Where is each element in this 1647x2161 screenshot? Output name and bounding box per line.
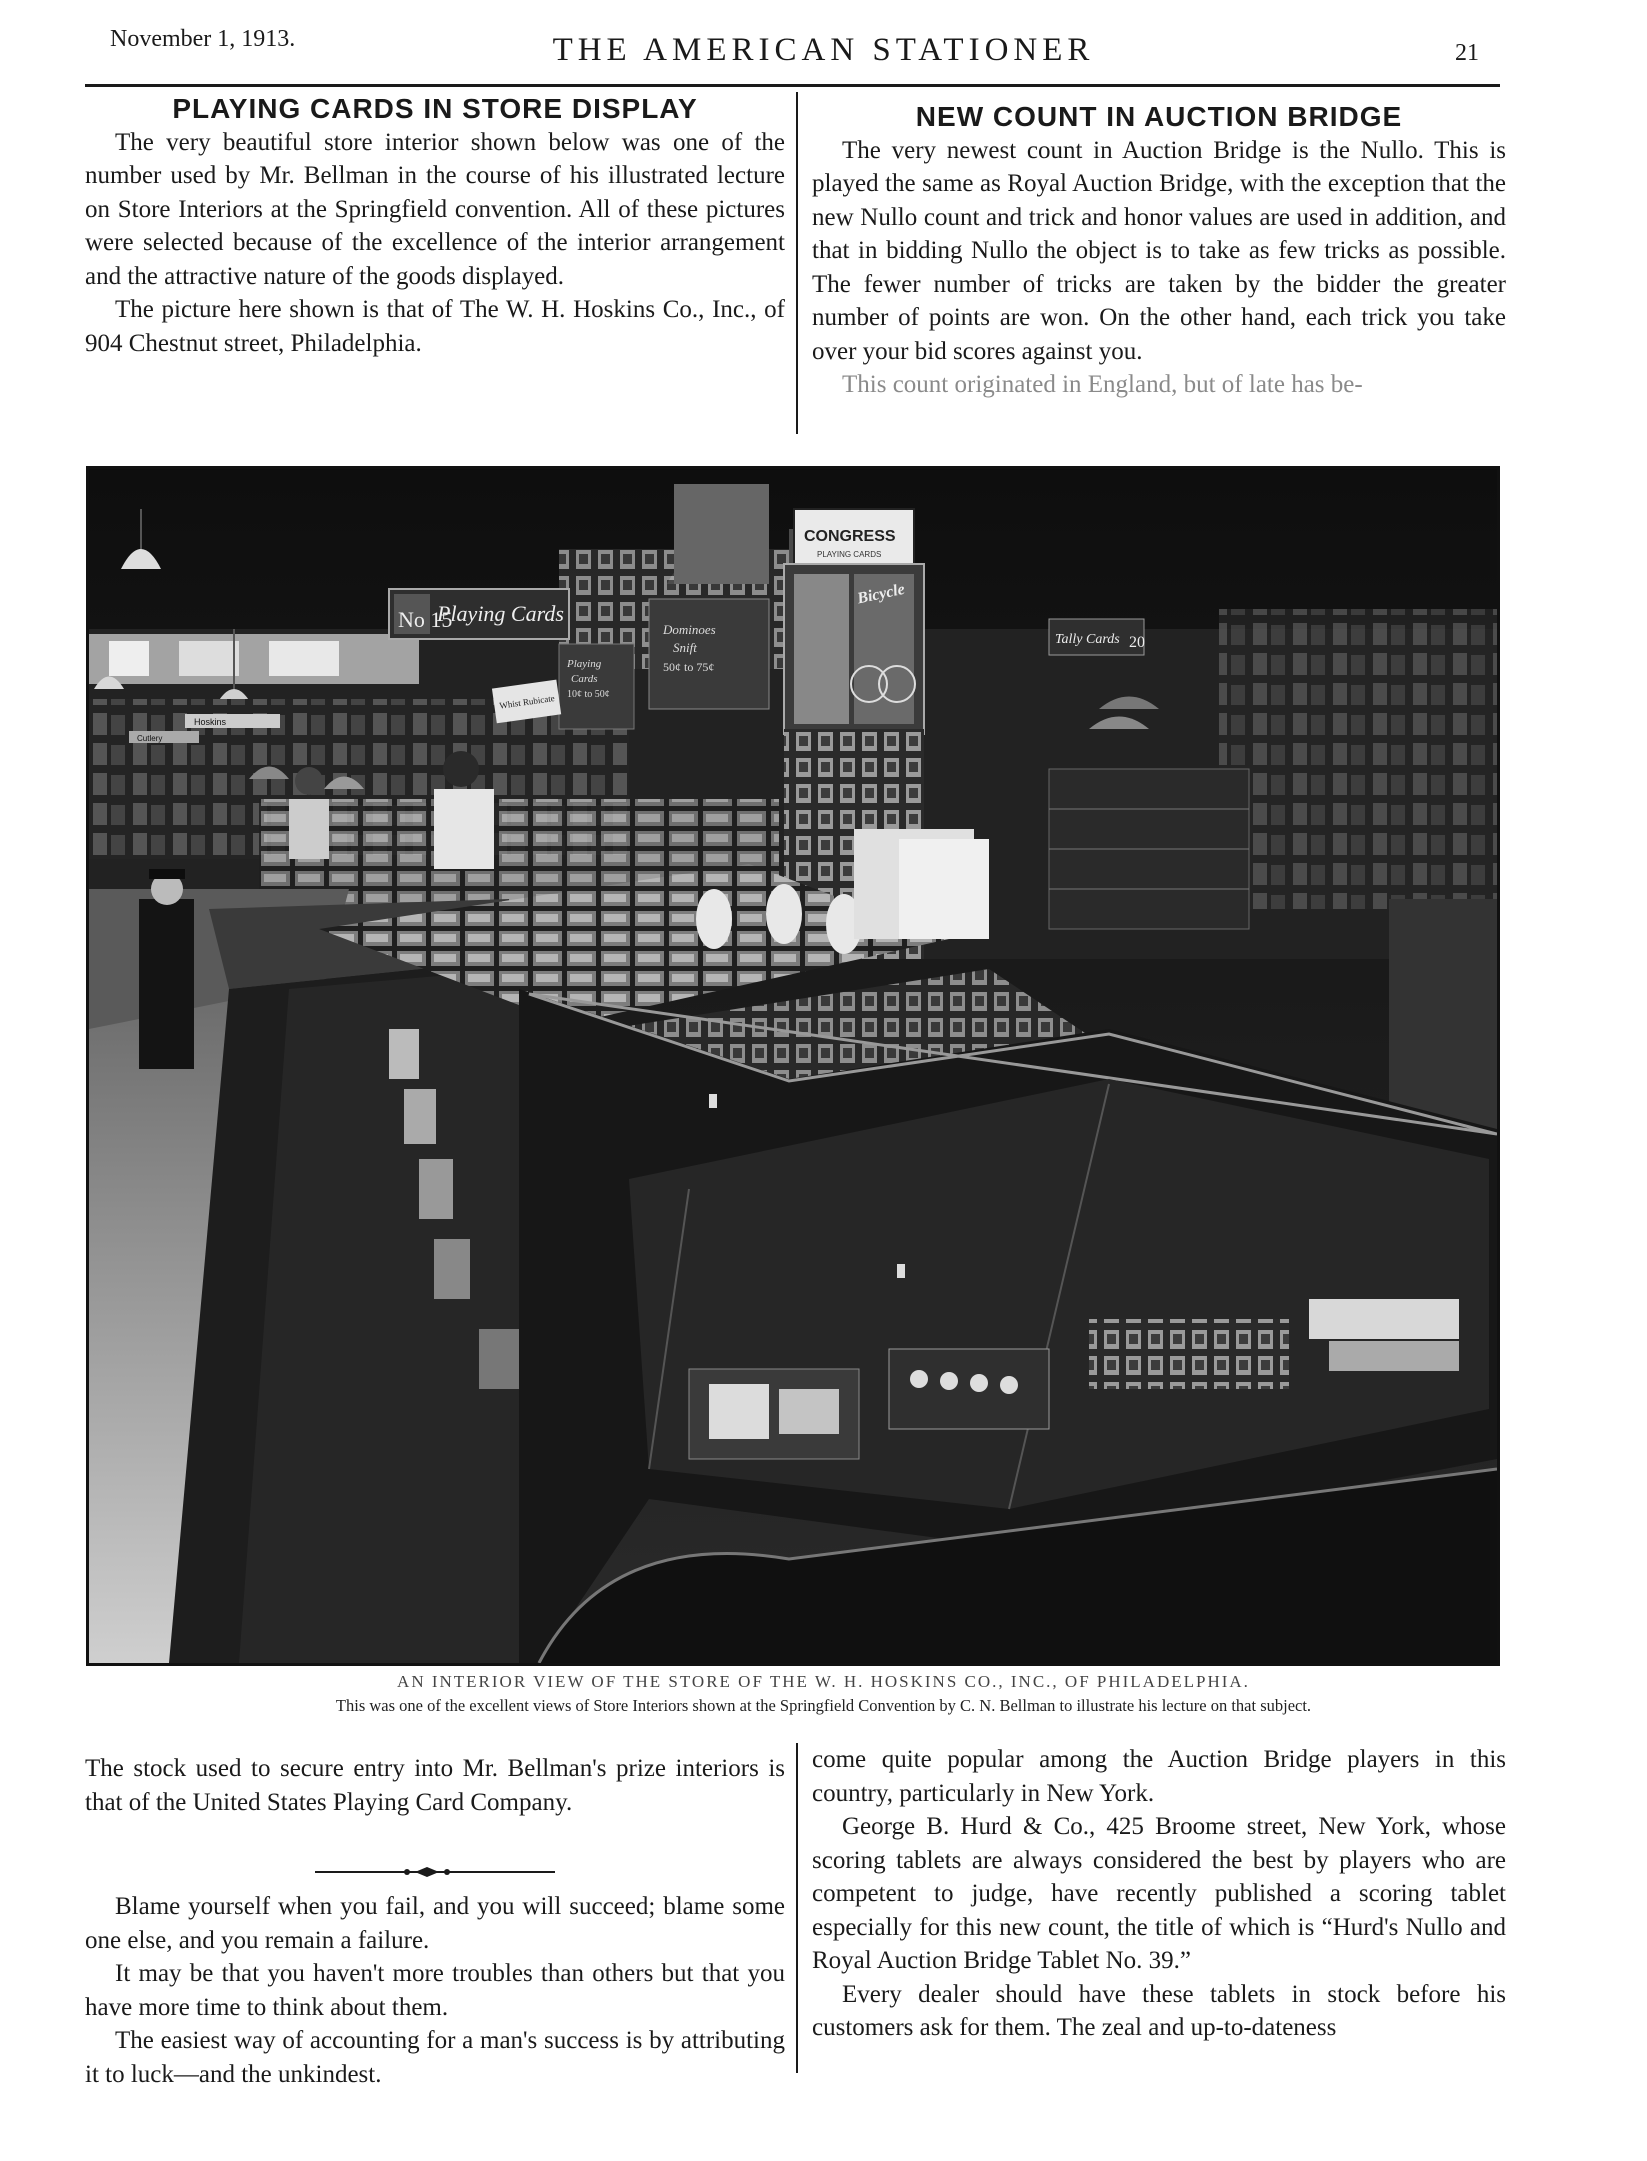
- article-playing-cards: [85, 92, 785, 360]
- page-number: 21: [1455, 40, 1479, 66]
- photo-caption-title: AN INTERIOR VIEW OF THE STORE OF THE W. H. HOSKINS CO., INC., OF PHILADELPHIA.: [397, 1672, 1250, 1691]
- filler-paragraph: It may be that you haven't more troubles than others but that you have more time to think about them.: [85, 1960, 785, 2021]
- filler-paragraph: Blame yourself when you fail, and you will succeed; blame some one else, and you remain a failure.: [85, 1893, 785, 1954]
- article-auction-bridge: [812, 100, 1506, 402]
- column-rule: [796, 92, 798, 434]
- filler-items: [85, 1890, 785, 2091]
- sign-congress-sub: PLAYING CARDS: [817, 550, 882, 559]
- article-paragraph: The very beautiful store interior shown below was one of the number used by Mr. Bellman in the course of his illustrated lecture on Store Interiors at the Springfield convention. All of these pictures were selected because of the excellence of the interior arrangement and the attractive nature of the goods displayed.: [85, 128, 785, 290]
- sign-tally-cards: Tally Cards: [1055, 632, 1120, 647]
- sign-number-15: No 15: [398, 607, 453, 632]
- sign-small-price: 10¢ to 50¢: [567, 689, 610, 700]
- sign-hoskins: Hoskins: [194, 717, 227, 727]
- photo-caption-credit: This was one of the excellent views of Store Interiors shown at the Springfield Convention by C. N. Bellman to illustrate his lecture on that subject.: [335, 1696, 1312, 1715]
- ornament-divider: [315, 1862, 555, 1882]
- column-rule: [796, 1743, 798, 2073]
- publication-title: THE AMERICAN STATIONER: [552, 32, 1095, 68]
- sign-small-playing: Playing: [567, 658, 602, 670]
- sign-congress: CONGRESS: [804, 528, 896, 545]
- article-paragraph: The stock used to secure entry into Mr. Bellman's prize interiors is that of the United States Playing Card Company.: [85, 1755, 785, 1816]
- article-playing-cards-continued: [85, 1752, 785, 1819]
- sign-dominoes-price: 50¢ to 75¢: [663, 660, 715, 674]
- sign-playing-cards: Playing Cards: [437, 601, 564, 626]
- article-paragraph: The very newest count in Auction Bridge is the Nullo. This is played the same as Royal Auction Bridge, with the exception that the new Nullo count and trick and honor values are used in addition, and that in bidding Nullo the object is to take as few tricks as possible. The fewer number of tricks are taken by the bidder the greater number of points are won. On the other hand, each trick you take over your bid scores against you.: [812, 136, 1506, 365]
- article-auction-bridge-continued: [812, 1743, 1506, 2045]
- article-heading: PLAYING CARDS IN STORE DISPLAY: [172, 93, 698, 124]
- article-paragraph: This count originated in England, but of late has be-: [842, 371, 1363, 398]
- sign-snift: Snift: [673, 640, 697, 655]
- article-paragraph: George B. Hurd & Co., 425 Broome street, New York, whose scoring tablets are always considered the best by players who are competent to judge, have recently published a scoring tablet especially for this new count, the title of which is “Hurd's Nullo and Royal Auction Bridge Tablet No. 39.”: [812, 1813, 1506, 1974]
- sign-cutlery: Cutlery: [137, 734, 163, 743]
- article-paragraph: Every dealer should have these tablets in stock before his customers ask for them. The zeal and up-to-dateness: [812, 1980, 1506, 2041]
- issue-date: November 1, 1913.: [110, 26, 296, 52]
- article-paragraph: The picture here shown is that of The W. H. Hoskins Co., Inc., of 904 Chestnut street, Philadelphia.: [85, 296, 785, 357]
- sign-small-cards: Cards: [571, 673, 598, 685]
- article-paragraph: come quite popular among the Auction Bridge players in this country, particularly in New York.: [812, 1746, 1506, 1807]
- store-interior-photo: [86, 466, 1500, 1666]
- article-heading: NEW COUNT IN AUCTION BRIDGE: [915, 101, 1403, 132]
- filler-paragraph: The easiest way of accounting for a man's success is by attributing it to luck—and the unkindest.: [85, 2027, 785, 2088]
- sign-bicycle: Bicycle: [855, 580, 907, 608]
- sign-dominoes: Dominoes: [663, 622, 716, 637]
- sign-whist: Whist Rubicate: [498, 693, 556, 711]
- header-rule: [85, 84, 1500, 87]
- sign-tally-number: 20: [1129, 634, 1145, 651]
